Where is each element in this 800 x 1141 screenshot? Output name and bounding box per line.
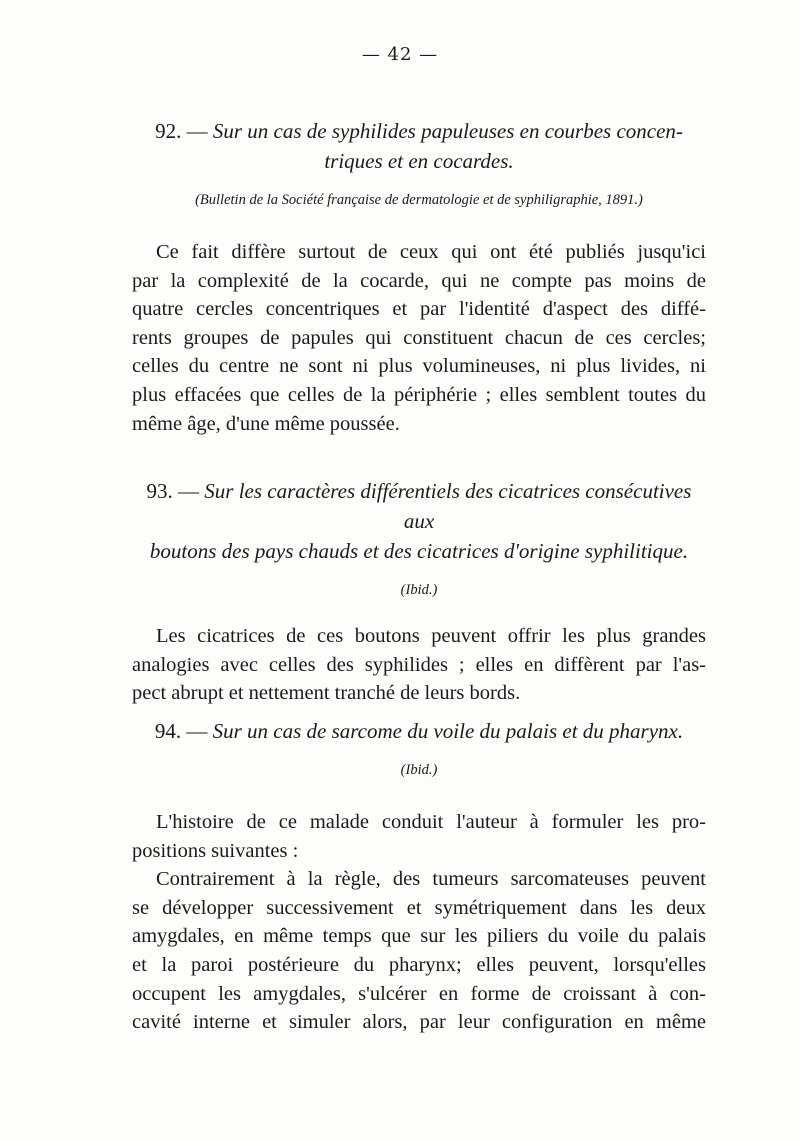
entry-source: (Bulletin de la Société française de dermatologie et de syphiligraphie, 1891.) <box>195 192 643 208</box>
entry-number: 93. <box>146 479 173 503</box>
entry-source: (Ibid.) <box>400 762 438 778</box>
entry-source: (Ibid.) <box>400 582 438 598</box>
body-line: celles du centre ne sont ni plus volumineuses, ni plus livides, ni <box>132 355 706 378</box>
body-line: occupent les amygdales, s'ulcérer en forme de croissant à con- <box>132 982 706 1005</box>
entry-title-line2: triques et en cocardes. <box>324 149 514 173</box>
entry-number: 94. <box>154 719 182 743</box>
body-line: même âge, d'une même poussée. <box>132 412 400 435</box>
body-line: pect abrupt et nettement tranché de leurs bords. <box>132 682 521 705</box>
entry-heading <box>132 476 706 566</box>
body-line: L'histoire de ce malade conduit l'auteur à formuler les pro- <box>156 811 706 833</box>
body-line: et la paroi postérieure du pharynx; elles peuvent, lorsqu'elles <box>132 953 706 976</box>
body-line: se développer successivement et symétriquement dans les deux <box>132 896 706 919</box>
body-line: par la complexité de la cocarde, qui ne compte pas moins de <box>132 269 706 292</box>
body-line: rents groupes de papules qui constituent chacun de ces cercles; <box>132 326 706 349</box>
entry-body <box>132 808 706 1037</box>
body-line: plus effacées que celles de la périphérie ; elles semblent toutes du <box>132 383 706 406</box>
entry-title-line1: Sur un cas de sarcome du voile du palais et du pharynx. <box>212 719 684 743</box>
entry-heading <box>132 716 706 746</box>
entry-94 <box>132 716 706 1037</box>
entry-number: 92. <box>155 119 182 143</box>
body-line: cavité interne et simuler alors, par leur configuration en même <box>132 1011 706 1034</box>
entry-93 <box>132 476 706 708</box>
body-line: quatre cercles concentriques et par l'identité d'aspect des diffé- <box>132 298 706 321</box>
body-line: Les cicatrices de ces boutons peuvent offrir les plus grandes <box>156 625 706 647</box>
body-line: analogies avec celles des syphilides ; elles en diffèrent par l'as- <box>132 653 706 676</box>
body-line: Ce fait diffère surtout de ceux qui ont été publiés jusqu'ici <box>156 241 706 263</box>
body-line: positions suivantes : <box>132 839 299 862</box>
page-number: — 42 — <box>361 44 439 65</box>
body-line: amygdales, en même temps que sur les piliers du voile du palais <box>132 925 706 948</box>
entry-heading <box>132 116 706 176</box>
entry-body <box>132 238 706 438</box>
entry-title-line1: Sur les caractères différentiels des cicatrices consécutives aux <box>204 479 692 533</box>
entry-body <box>132 622 706 708</box>
entry-title-line1: Sur un cas de syphilides papuleuses en courbes concen- <box>212 119 683 143</box>
entry-separator: — <box>186 119 208 143</box>
entry-separator: — <box>178 479 200 503</box>
entry-separator: — <box>186 719 208 743</box>
entry-92 <box>132 116 706 438</box>
body-line: Contrairement à la règle, des tumeurs sarcomateuses peuvent <box>156 868 706 891</box>
entry-title-line2: boutons des pays chauds et des cicatrices d'origine syphilitique. <box>149 539 689 563</box>
